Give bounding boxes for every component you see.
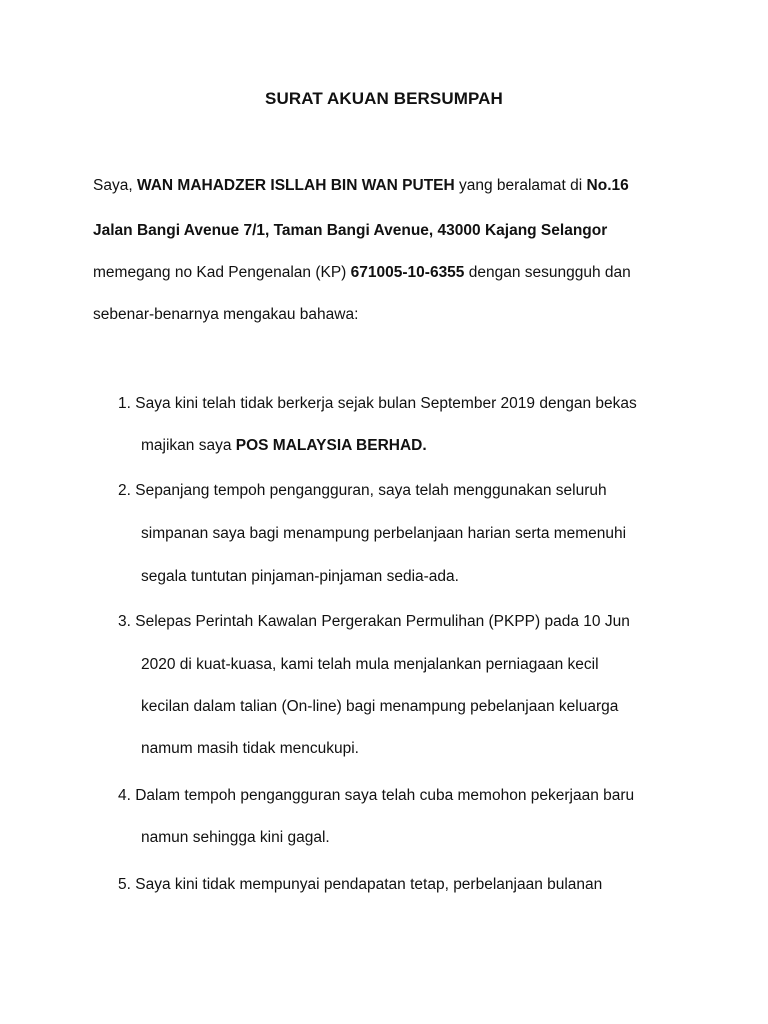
intro-text: yang beralamat di — [454, 177, 587, 194]
item-3-line-2: 2020 di kuat-kuasa, kami telah mula menjalankan perniagaan kecil — [141, 656, 599, 673]
address-start: No.16 — [586, 177, 629, 194]
item-1-line-2 — [141, 437, 427, 455]
document-title: SURAT AKUAN BERSUMPAH — [265, 89, 503, 108]
intro-text: memegang no Kad Pengenalan (KP) — [93, 264, 351, 281]
declarant-name: WAN MAHADZER ISLLAH BIN WAN PUTEH — [136, 177, 455, 194]
intro-text: Saya, — [93, 177, 137, 194]
item-text: majikan saya — [141, 437, 236, 454]
intro-line-4: sebenar-benarnya mengakau bahawa: — [93, 306, 359, 323]
intro-line-3 — [93, 264, 631, 282]
employer-name: POS MALAYSIA BERHAD. — [235, 437, 427, 454]
item-5-line-1: 5. Saya kini tidak mempunyai pendapatan tetap, perbelanjaan bulanan — [118, 876, 603, 893]
intro-line-1 — [93, 177, 629, 195]
ic-number: 671005-10-6355 — [350, 264, 465, 281]
item-3-line-1: 3. Selepas Perintah Kawalan Pergerakan Permulihan (PKPP) pada 10 Jun — [118, 613, 630, 630]
item-4-line-1: 4. Dalam tempoh pengangguran saya telah cuba memohon pekerjaan baru — [118, 787, 635, 804]
item-1-line-1: 1. Saya kini telah tidak berkerja sejak bulan September 2019 dengan bekas — [118, 395, 637, 412]
item-2-line-2: simpanan saya bagi menampung perbelanjaan harian serta memenuhi — [141, 525, 627, 542]
intro-line-2 — [93, 222, 607, 240]
intro-text: dengan sesungguh dan — [464, 264, 631, 281]
item-4-line-2: namun sehingga kini gagal. — [141, 829, 330, 846]
item-2-line-3: segala tuntutan pinjaman-pinjaman sedia-ada. — [141, 568, 459, 585]
address-text: Jalan Bangi Avenue 7/1, Taman Bangi Avenue, 43000 Kajang Selangor — [93, 222, 608, 239]
item-2-line-1: 2. Sepanjang tempoh pengangguran, saya telah menggunakan seluruh — [118, 482, 607, 499]
item-3-line-4: namum masih tidak mencukupi. — [141, 740, 359, 757]
item-3-line-3: kecilan dalam talian (On-line) bagi menampung pebelanjaan keluarga — [141, 698, 619, 715]
